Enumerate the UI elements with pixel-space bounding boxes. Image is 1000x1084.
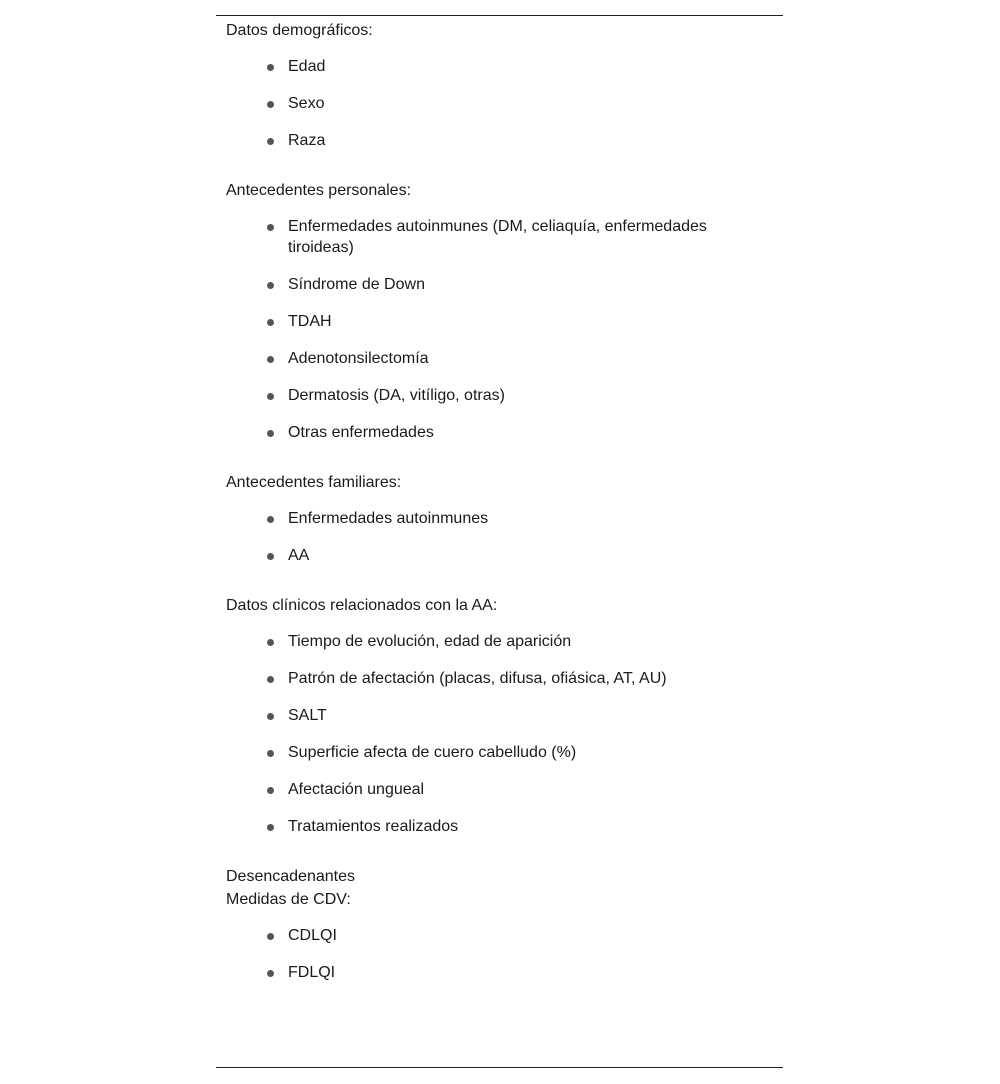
section-demographics (226, 19, 773, 151)
list-item (288, 962, 773, 983)
bullet-icon (267, 676, 274, 683)
variables-table (216, 15, 783, 1068)
list-item (288, 668, 773, 689)
list-item-text: Sexo (288, 95, 325, 112)
list-item (288, 816, 773, 837)
section-heading: Datos clínicos relacionados con la AA: (226, 597, 498, 614)
list-item (288, 742, 773, 763)
list-item (288, 422, 773, 443)
bullet-list (226, 925, 773, 983)
bullet-icon (267, 319, 274, 326)
bullet-list (226, 508, 773, 566)
bullet-icon (267, 553, 274, 560)
list-item-text: SALT (288, 707, 327, 724)
bullet-icon (267, 787, 274, 794)
bullet-list (226, 56, 773, 151)
table-cell (216, 16, 783, 983)
section-clinical-data (226, 594, 773, 837)
list-item-text: FDLQI (288, 964, 336, 981)
list-item-text: Síndrome de Down (288, 276, 425, 293)
bullet-icon (267, 393, 274, 400)
bullet-icon (267, 970, 274, 977)
bullet-icon (267, 713, 274, 720)
section-family-history (226, 471, 773, 566)
bullet-icon (267, 639, 274, 646)
section-quality-of-life (226, 888, 773, 983)
list-item (288, 93, 773, 114)
list-item-text: Tratamientos realizados (288, 818, 459, 835)
section-heading: Antecedentes familiares: (226, 474, 402, 491)
list-item (288, 545, 773, 566)
list-item-text: Raza (288, 132, 326, 149)
bullet-list (226, 631, 773, 837)
list-item (288, 56, 773, 77)
list-item-text: Dermatosis (DA, vitíligo, otras) (288, 387, 505, 404)
bullet-icon (267, 282, 274, 289)
list-item (288, 508, 773, 529)
bullet-icon (267, 824, 274, 831)
bullet-icon (267, 430, 274, 437)
list-item-text: Afectación ungueal (288, 781, 425, 798)
section-heading: Datos demográficos: (226, 22, 373, 39)
bullet-icon (267, 138, 274, 145)
list-item-text: Edad (288, 58, 326, 75)
list-item (288, 274, 773, 295)
bullet-icon (267, 933, 274, 940)
section-triggers (226, 865, 773, 888)
list-item-text: AA (288, 547, 310, 564)
bullet-icon (267, 516, 274, 523)
bullet-icon (267, 750, 274, 757)
list-item-text: TDAH (288, 313, 332, 330)
list-item (288, 779, 773, 800)
list-item-text: Tiempo de evolución, edad de aparición (288, 633, 572, 650)
list-item-text: Patrón de afectación (placas, difusa, ofiásica, AT, AU) (288, 670, 667, 687)
list-item (288, 705, 773, 726)
list-item-text: Otras enfermedades (288, 424, 434, 441)
list-item (288, 631, 773, 652)
bullet-icon (267, 224, 274, 231)
list-item (288, 385, 773, 406)
list-item-text: Superficie afecta de cuero cabelludo (%) (288, 744, 577, 761)
section-heading: Medidas de CDV: (226, 891, 351, 908)
bullet-icon (267, 64, 274, 71)
section-personal-history (226, 179, 773, 443)
section-heading: Antecedentes personales: (226, 182, 412, 199)
list-item (288, 311, 773, 332)
section-heading: Desencadenantes (226, 868, 355, 885)
list-item-text: Enfermedades autoinmunes (DM, celiaquía, enfermedades tiroideas) (288, 218, 707, 256)
list-item-text: CDLQI (288, 927, 337, 944)
list-item-text: Adenotonsilectomía (288, 350, 429, 367)
bullet-icon (267, 356, 274, 363)
bullet-list (226, 216, 773, 443)
bullet-icon (267, 101, 274, 108)
list-item-text: Enfermedades autoinmunes (288, 510, 489, 527)
list-item (288, 216, 773, 258)
list-item (288, 130, 773, 151)
list-item (288, 348, 773, 369)
list-item (288, 925, 773, 946)
